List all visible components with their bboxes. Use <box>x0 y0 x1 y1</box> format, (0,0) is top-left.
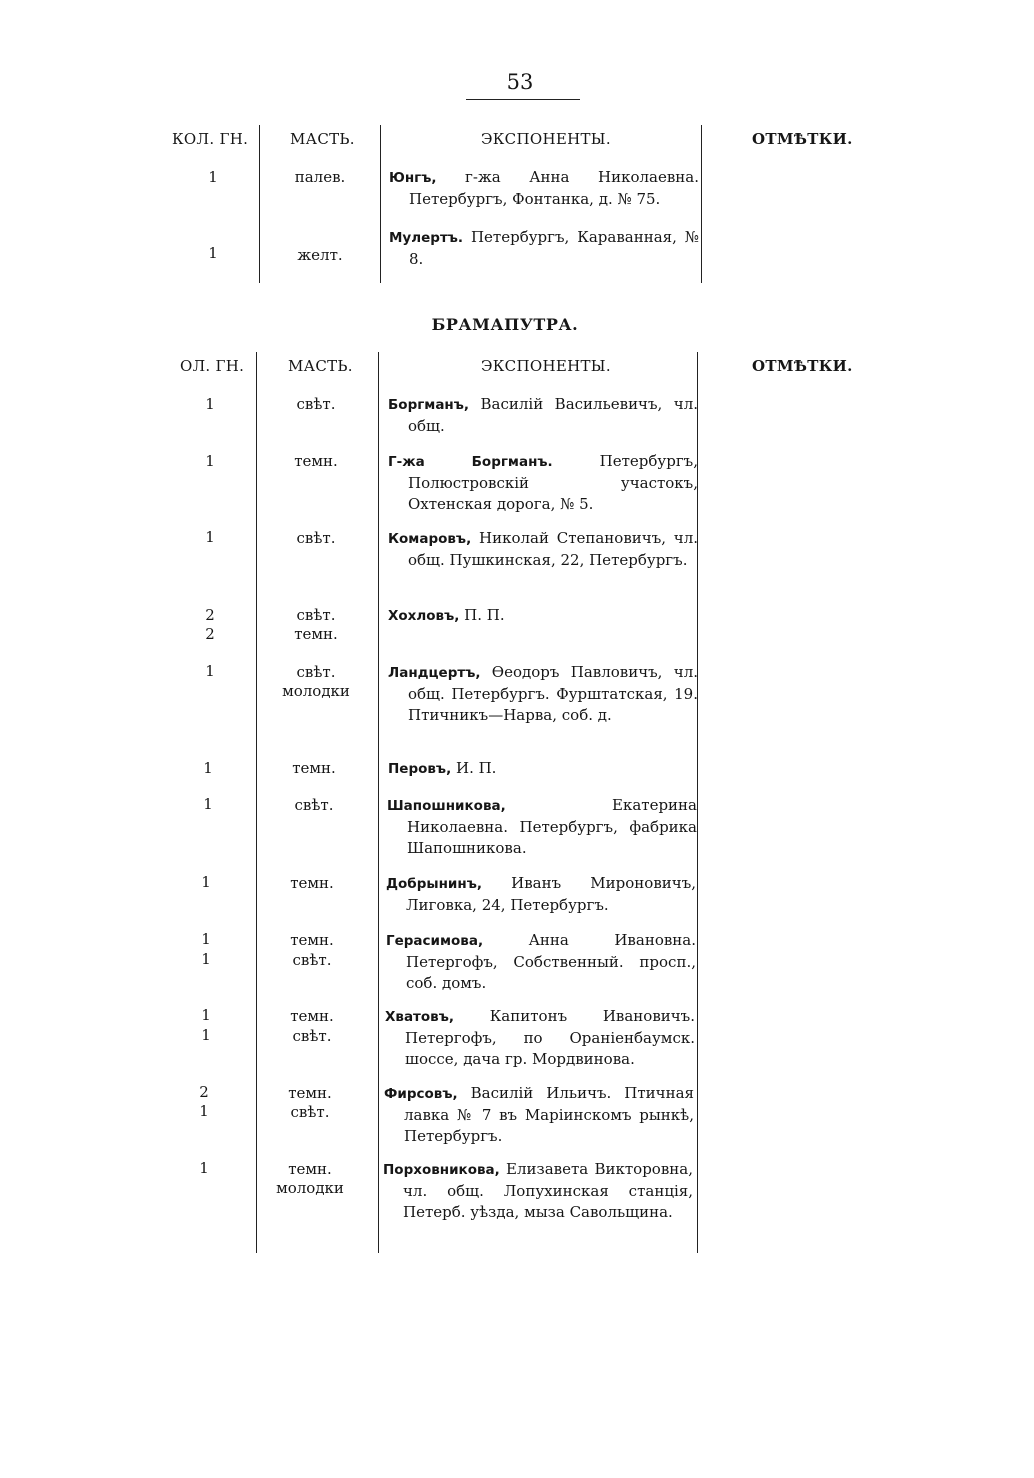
table2-rule-1 <box>256 352 257 1253</box>
table1-header-count: КОЛ. ГН. <box>172 130 249 148</box>
table2-row7-count: 1 <box>203 795 213 813</box>
table2-header-count: ОЛ. ГН. <box>180 357 245 375</box>
table2-row7-exhibitor: Шапошникова, Екатерина Николаевна. Петербургъ, фабрика Шапошникова. <box>387 796 697 857</box>
table2-row12-count: 1 <box>199 1159 209 1177</box>
table2-row9-color-a: темн. <box>290 931 334 949</box>
table2-row4-count-a: 2 <box>205 606 215 624</box>
table1-row2-exhibitor: Мулертъ. Петербургъ, Караванная, № 8. <box>389 228 699 268</box>
table2-header-notes: ОТМѢТКИ. <box>752 357 853 375</box>
table2-row10-exhibitor: Хватовъ, Капитонъ Ивановичъ. Петергофъ, по Ораніенбаумск. шоссе, дача гр. Мордвинова. <box>385 1007 695 1068</box>
table2-row11-exhibitor: Фирсовъ, Василій Ильичъ. Птичная лавка № 7 въ Маріинскомъ рынкѣ, Петербургъ. <box>384 1084 694 1145</box>
table1-header-color: МАСТЬ. <box>290 130 355 148</box>
table2-row10-color-a: темн. <box>290 1007 334 1025</box>
table2-row1-count: 1 <box>205 395 215 413</box>
table2-row9-count-b: 1 <box>201 950 211 968</box>
table2-row8-count: 1 <box>201 873 211 891</box>
table2-row3-color: свѣт. <box>296 529 336 547</box>
table1-row1-color: палев. <box>294 168 346 186</box>
table2-header-color: МАСТЬ. <box>288 357 353 375</box>
table2-row1-color: свѣт. <box>296 395 336 413</box>
table2-row10-count-a: 1 <box>201 1006 211 1024</box>
table1-rule-2 <box>380 125 381 283</box>
table1-rule-3 <box>701 125 702 283</box>
table2-row9-color-b: свѣт. <box>292 951 332 969</box>
table2-row9-exhibitor: Герасимова, Анна Ивановна. Петергофъ, Собственный. просп., соб. домъ. <box>386 931 696 992</box>
table2-row11-count-b: 1 <box>199 1102 209 1120</box>
table2-row5-count: 1 <box>205 662 215 680</box>
table2-row4-count-b: 2 <box>205 625 215 643</box>
table2-rule-2 <box>378 352 379 1253</box>
table2-row6-count: 1 <box>203 759 213 777</box>
table2-row3-exhibitor: Комаровъ, Николай Степановичъ, чл. общ. Пушкинская, 22, Петербургъ. <box>388 529 698 569</box>
table2-row5-color-b: молодки <box>282 682 350 700</box>
table2-row8-exhibitor: Добрынинъ, Иванъ Мироновичъ, Лиговка, 24, Петербургъ. <box>386 874 696 914</box>
table2-row4-color-a: свѣт. <box>296 606 336 624</box>
table2-row8-color: темн. <box>290 874 334 892</box>
table2-row2-exhibitor: Г-жа Боргманъ. Петербургъ, Полюстровскій участокъ, Охтенская дорога, № 5. <box>388 452 698 513</box>
table2-header-exhibitors: ЭКСПОНЕНТЫ. <box>481 357 611 375</box>
table1-row1-exhibitor: Юнгъ, г-жа Анна Николаевна. Петербургъ, Фонтанка, д. № 75. <box>389 168 699 208</box>
table2-row10-color-b: свѣт. <box>292 1027 332 1045</box>
table2-row12-exhibitor: Порховникова, Елизавета Викторовна, чл. общ. Лопухинская станція, Петерб. уѣзда, мыза Савольщина. <box>383 1160 693 1221</box>
table2-row4-color-b: темн. <box>294 625 338 643</box>
table2-row1-exhibitor: Боргманъ, Василій Васильевичъ, чл. общ. <box>388 395 698 435</box>
table2-row4-exhibitor: Хохловъ, П. П. <box>388 606 505 624</box>
table2-row3-count: 1 <box>205 528 215 546</box>
table2-row10-count-b: 1 <box>201 1026 211 1044</box>
table1-rule-1 <box>259 125 260 283</box>
table2-row6-color: темн. <box>292 759 336 777</box>
table2-row2-count: 1 <box>205 452 215 470</box>
table2-row11-color-b: свѣт. <box>290 1103 330 1121</box>
page-number-rule <box>466 99 580 100</box>
table2-row2-color: темн. <box>294 452 338 470</box>
table2-row9-count-a: 1 <box>201 930 211 948</box>
table2-row11-color-a: темн. <box>288 1084 332 1102</box>
table2-row7-color: свѣт. <box>294 796 334 814</box>
table2-row11-count-a: 2 <box>199 1083 209 1101</box>
table1-header-notes: ОТМѢТКИ. <box>752 130 853 148</box>
page-number: 53 <box>506 70 534 94</box>
table2-row6-exhibitor: Перовъ, И. П. <box>388 759 497 777</box>
table1-row2-count: 1 <box>208 244 218 262</box>
table2-row12-color-a: темн. <box>288 1160 332 1178</box>
table1-header-exhibitors: ЭКСПОНЕНТЫ. <box>481 130 611 148</box>
section-title: БРАМАПУТРА. <box>431 315 579 334</box>
table1-row1-count: 1 <box>208 168 218 186</box>
table2-row5-color-a: свѣт. <box>296 663 336 681</box>
table2-row12-color-b: молодки <box>276 1179 344 1197</box>
table1-row2-color: желт. <box>297 246 343 264</box>
table2-row5-exhibitor: Ландцертъ, Өеодоръ Павловичъ, чл. общ. Петербургъ. Фурштатская, 19. Птичникъ—Нарва, соб. д. <box>388 663 698 724</box>
